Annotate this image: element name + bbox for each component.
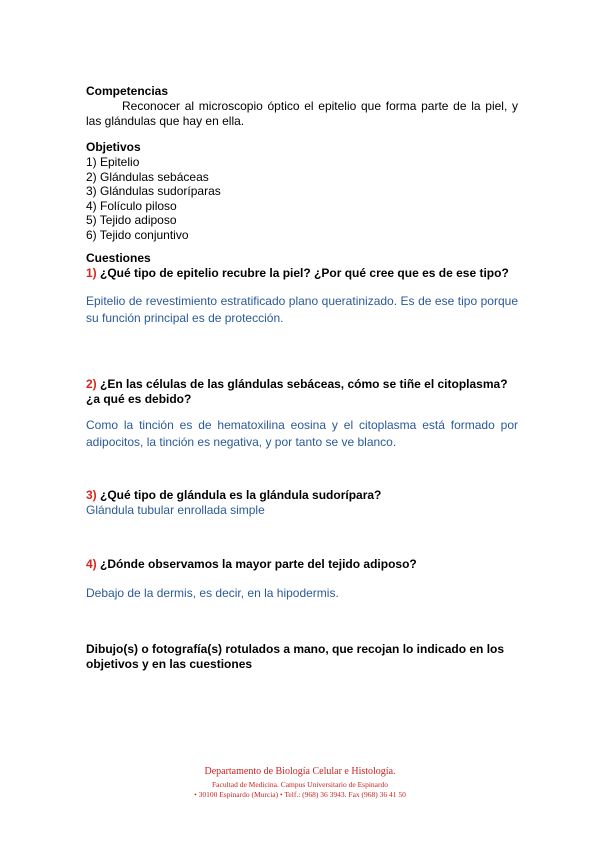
question-4 — [86, 557, 518, 572]
answer-2: Como la tinción es de hematoxilina eosina y el citoplasma está formado por adipocitos, la tinción es negativa, y por tanto se ve blanco. — [86, 418, 518, 449]
footer-faculty: Facultad de Medicina. Campus Universitario de Espinardo — [212, 780, 388, 789]
footer-department: Departamento de Biología Celular e Histología. — [204, 766, 396, 777]
competencias-section — [86, 84, 518, 129]
question-2 — [86, 377, 518, 407]
question-text: ¿Dónde observamos la mayor parte del tejido adiposo? — [100, 557, 417, 571]
question-text: ¿Qué tipo de epitelio recubre la piel? ¿Por qué cree que es de ese tipo? — [100, 266, 509, 280]
objetivo-item: 1) Epitelio — [86, 155, 140, 169]
cuestiones-section — [86, 251, 518, 281]
question-3 — [86, 488, 518, 503]
answer-3: Glándula tubular enrollada simple — [86, 503, 265, 517]
question-number: 3) — [86, 488, 97, 502]
competencias-title: Competencias — [86, 84, 169, 98]
question-text: ¿En las células de las glándulas sebáceas, cómo se tiñe el citoplasma? ¿a qué es debido? — [86, 377, 508, 406]
answer-1: Epitelio de revestimiento estratificado plano queratinizado. Es de ese tipo porque su función principal es de protección. — [86, 294, 518, 325]
footer-address: • 30100 Espinardo (Murcia) • Telf.: (968) 36 3943. Fax (968) 36 41 50 — [194, 790, 406, 799]
objetivo-item: 5) Tejido adiposo — [86, 213, 177, 227]
answer-4: Debajo de la dermis, es decir, en la hipodermis. — [86, 586, 339, 600]
objetivos-title: Objetivos — [86, 140, 141, 154]
question-number: 4) — [86, 557, 97, 571]
objetivo-item: 3) Glándulas sudoríparas — [86, 184, 221, 198]
question-1 — [86, 266, 518, 281]
document-page — [86, 0, 518, 848]
objetivo-item: 2) Glándulas sebáceas — [86, 169, 209, 184]
objetivo-item: 6) Tejido conjuntivo — [86, 227, 189, 242]
cuestiones-title: Cuestiones — [86, 251, 151, 265]
question-number: 1) — [86, 266, 97, 280]
objetivo-item: 4) Folículo piloso — [86, 198, 177, 213]
question-text: ¿Qué tipo de glándula es la glándula sudorípara? — [100, 488, 382, 502]
dibujos-title: Dibujo(s) o fotografía(s) rotulados a mano, que recojan lo indicado en los objetivos y en las cuestiones — [86, 642, 505, 671]
competencias-text: Reconocer al microscopio óptico el epitelio que forma parte de la piel, y las glándulas que hay en ella. — [86, 99, 518, 128]
question-number: 2) — [86, 377, 97, 391]
objetivos-section — [86, 140, 518, 242]
